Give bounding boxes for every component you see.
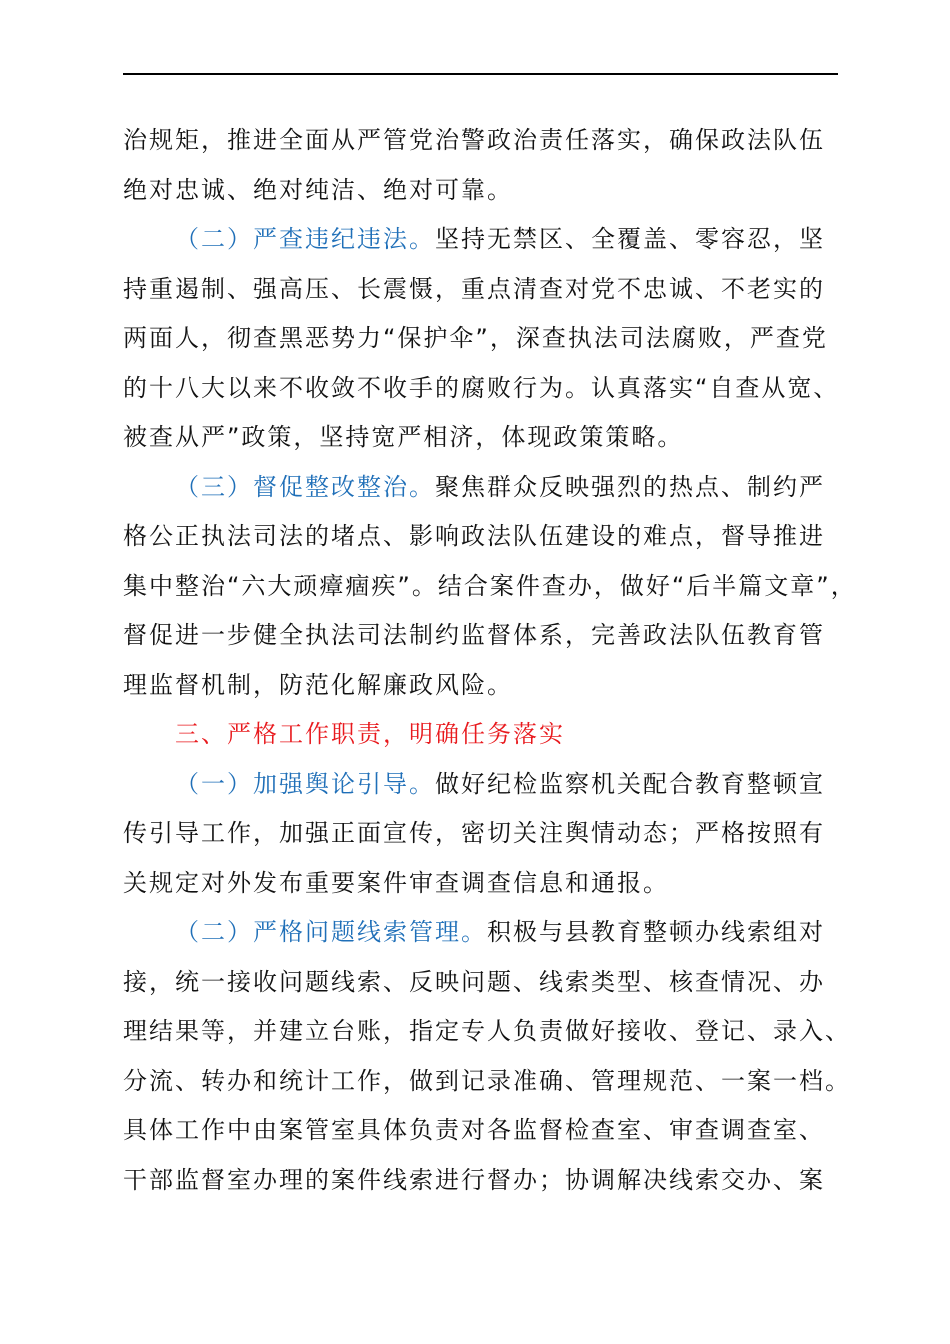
- text-line: 具体工作中由案管室具体负责对各监督检查室、审查调查室、: [123, 1116, 825, 1144]
- text-line: 持重遏制、强高压、长震慑，重点清查对党不忠诚、不老实的: [123, 274, 825, 303]
- text-line: 传引导工作，加强正面宣传，密切关注舆情动态；严格按照有: [123, 819, 825, 847]
- text-line: 的十八大以来不收敛不收手的腐败行为。认真落实“自查从宽、: [123, 373, 840, 402]
- document-body: [123, 116, 863, 1205]
- text-line: [123, 908, 863, 958]
- text-line: 集中整治“六大顽瘴痼疾”。结合案件查办，做好“后半篇文章”，: [123, 571, 857, 600]
- subheading-clue-management: （二）严格问题线索管理。: [175, 918, 487, 946]
- text-line: 分流、转办和统计工作，做到记录准确、管理规范、一案一档。: [123, 1066, 851, 1095]
- header-rule: [123, 73, 838, 75]
- text-line: 干部监督室办理的案件线索进行督办；协调解决线索交办、案: [123, 1165, 825, 1194]
- paragraph-continued: [123, 116, 863, 215]
- text-run: 聚焦群众反映强烈的热点、制约严: [435, 472, 825, 501]
- text-line: 两面人，彻查黑恶势力“保护伞”，深查执法司法腐败，严查党: [123, 324, 828, 352]
- text-line: 被查从严”政策，坚持宽严相济，体现政策策略。: [123, 423, 684, 451]
- text-line: [123, 463, 863, 513]
- section-title: 三、严格工作职责，明确任务落实: [175, 720, 565, 748]
- section-title-paragraph: [123, 710, 863, 760]
- subheading-rectification: （三）督促整改整治。: [175, 472, 435, 501]
- text-line: [123, 760, 863, 810]
- text-line: 接，统一接收问题线索、反映问题、线索类型、核查情况、办: [123, 967, 825, 996]
- text-run: 坚持无禁区、全覆盖、零容忍，坚: [435, 225, 825, 253]
- text-line: 绝对忠诚、绝对纯洁、绝对可靠。: [123, 175, 513, 204]
- paragraph-rectification: [123, 463, 863, 711]
- text-run: 积极与县教育整顿办线索组对: [487, 918, 825, 946]
- subheading-public-opinion: （一）加强舆论引导。: [175, 769, 435, 798]
- subheading-investigate: （二）严查违纪违法。: [175, 225, 435, 253]
- text-line: 格公正执法司法的堵点、影响政法队伍建设的难点，督导推进: [123, 522, 825, 550]
- text-line: 理结果等，并建立台账，指定专人负责做好接收、登记、录入、: [123, 1017, 851, 1045]
- text-line: 督促进一步健全执法司法制约监督体系，完善政法队伍教育管: [123, 621, 825, 649]
- paragraph-clue-management: [123, 908, 863, 1205]
- paragraph-investigate: [123, 215, 863, 463]
- text-line: 理监督机制，防范化解廉政风险。: [123, 670, 513, 699]
- text-run: 做好纪检监察机关配合教育整顿宣: [435, 769, 825, 798]
- text-line: [123, 215, 863, 265]
- paragraph-public-opinion: [123, 760, 863, 909]
- text-line: 治规矩，推进全面从严管党治警政治责任落实，确保政法队伍: [123, 126, 825, 154]
- text-line: 关规定对外发布重要案件审查调查信息和通报。: [123, 868, 669, 897]
